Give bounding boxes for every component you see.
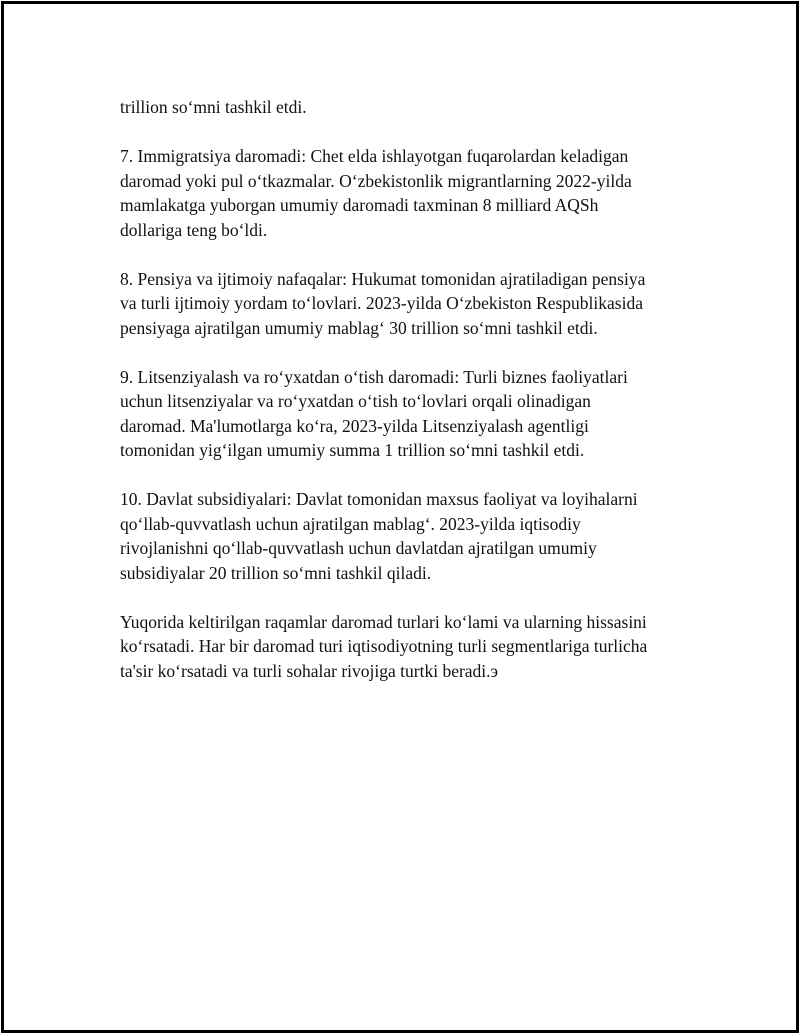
paragraph-licensing-income: 9. Litsenziyalash va ro‘yxatdan o‘tish daromadi: Turli biznes faoliyatlari uchun litsenziyalar va ro‘yxatdan o‘tish to‘lovlari orqali olinadigan daromad. Ma'lumotlarga ko‘ra, 2023-yilda Litsenziyalash agentligi tomonidan yig‘ilgan umumiy summa 1 trillion so‘mni tashkil etdi.	[120, 366, 628, 460]
paragraph-continuation: trillion so‘mni tashkil etdi.	[120, 97, 307, 117]
document-body	[120, 95, 690, 708]
paragraph-conclusion: Yuqorida keltirilgan raqamlar daromad turlari ko‘lami va ularning hissasini ko‘rsatadi. Har bir daromad turi iqtisodiyotning turli segmentlariga turlicha ta'sir ko‘rsatadi va turli sohalar rivojiga turtki beradi.э	[120, 611, 648, 681]
paragraph-immigration-income: 7. Immigratsiya daromadi: Chet elda ishlayotgan fuqarolardan keladigan daromad yoki pul o‘tkazmalar. O‘zbekistonlik migrantlarning 2022-yilda mamlakatga yuborgan umumiy daromadi taxminan 8 milliard AQSh dollariga teng bo‘ldi.	[120, 146, 632, 240]
paragraph-pensions: 8. Pensiya va ijtimoiy nafaqalar: Hukumat tomonidan ajratiladigan pensiya va turli ijtimoiy yordam to‘lovlari. 2023-yilda O‘zbekiston Respublikasida pensiyaga ajratilgan umumiy mablag‘ 30 trillion so‘mni tashkil etdi.	[120, 268, 646, 338]
paragraph-state-subsidies: 10. Davlat subsidiyalari: Davlat tomonidan maxsus faoliyat va loyihalarni qo‘llab-quvvatlash uchun ajratilgan mablag‘. 2023-yilda iqtisodiy rivojlanishni qo‘llab-quvvatlash uchun davlatdan ajratilgan umumiy subsidiyalar 20 trillion so‘mni tashkil qiladi.	[120, 489, 638, 583]
document-page	[1, 1, 799, 1033]
